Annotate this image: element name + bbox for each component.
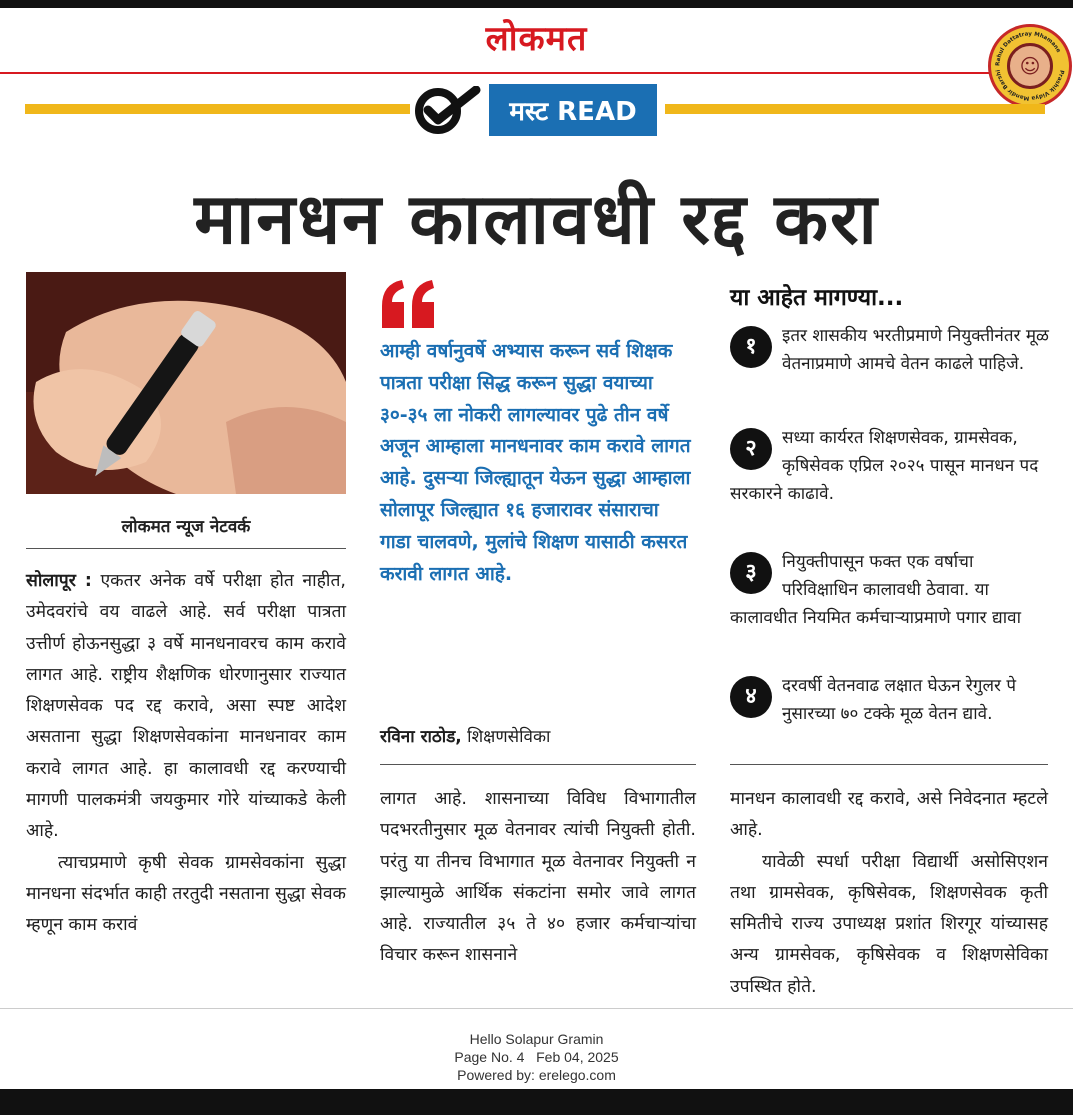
demand-item	[730, 424, 1050, 508]
article-headline: मानधन कालावधी रद्द करा	[194, 178, 879, 260]
byline: लोकमत न्यूज नेटवर्क	[121, 517, 251, 537]
article-column-3	[730, 784, 1048, 1003]
demands-title: या आहेत मागण्या...	[730, 285, 904, 311]
powered-by: Powered by: erelego.com	[457, 1067, 616, 1083]
avatar-face-icon: ☺	[1007, 43, 1053, 89]
column-rule	[26, 548, 346, 549]
column-rule	[380, 764, 696, 765]
masthead-rule	[0, 72, 990, 74]
svg-text:Rahul Dattatray Mhamane	[995, 31, 1061, 66]
article-paragraph: लागत आहे. शासनाच्या विविध विभागातील पदभरतीनुसार मूळ वेतनावर त्यांची नियुक्ती होती. परंतु या तीनच विभागात मूळ वेतनावर नियुक्ती न झाल्यामुळे आर्थिक संकटांना समोर जावे लागत आहे. राज्यातील ३५ ते ४० हजार कर्मचाऱ्यांचा विचार करून शासनाने	[380, 789, 696, 966]
demand-item	[730, 548, 1050, 632]
quote-attribution	[380, 724, 550, 747]
bottom-dark-bar	[0, 1089, 1073, 1115]
publish-date: Feb 04, 2025	[536, 1049, 619, 1065]
demand-number-badge: ४	[730, 676, 772, 718]
article-column-2	[380, 784, 696, 972]
avatar-ring-label-2: Prashik Vidya Mandir Barshi	[995, 69, 1065, 101]
article-paragraph: यावेळी स्पर्धा परीक्षा विद्यार्थी असोसिएशन तथा ग्रामसेवक, कृषिसेवक, शिक्षणसेवक कृती समितीचे राज्य उपाध्यक्ष प्रशांत शिरगूर यांच्यासह अन्य ग्रामसेवक, कृषिसेवक व शिक्षणसेविका उपस्थित होते.	[730, 851, 1048, 997]
demand-item	[730, 322, 1050, 378]
demand-text: सध्या कार्यरत शिक्षणसेवक, ग्रामसेवक, कृषिसेवक एप्रिल २०२५ पासून मानधन पद सरकारने काढावे.	[730, 428, 1039, 504]
article-paragraph	[26, 566, 346, 848]
gold-rule-right	[665, 104, 1045, 114]
top-dark-bar	[0, 0, 1073, 8]
gold-rule-left	[25, 104, 410, 114]
page-info	[0, 1048, 1073, 1066]
avatar-ring-text	[991, 27, 1069, 105]
footer-rule	[0, 1008, 1073, 1009]
page-number: Page No. 4	[454, 1049, 525, 1065]
demand-item	[730, 672, 1050, 728]
quote-author: रविना राठोड,	[380, 727, 462, 747]
page-footer	[0, 1030, 1073, 1084]
author-avatar	[988, 24, 1072, 108]
demand-text: इतर शासकीय भरतीप्रमाणे नियुक्तीनंतर मूळ वेतनाप्रमाणे आमचे वेतन काढले पाहिजे.	[782, 326, 1049, 374]
avatar-ring-label: Rahul Dattatray Mhamane	[995, 31, 1062, 67]
quote-mark-icon	[378, 278, 438, 330]
pen-writing-photo	[26, 272, 346, 494]
newspaper-masthead: लोकमत	[485, 19, 588, 59]
must-read-badge: मस्ट READ	[489, 84, 657, 136]
demand-text: दरवर्षी वेतनवाढ लक्षात घेऊन रेगुलर पे नुसारच्या ७० टक्के मूळ वेतन द्यावे.	[782, 676, 1016, 724]
demand-text: नियुक्तीपासून फक्त एक वर्षाचा परिविक्षाधिन कालावधी ठेवावा. या कालावधीत नियमित कर्मचाऱ्याप्रमाणे पगार द्यावा	[730, 552, 1021, 628]
quote-author-role: शिक्षणसेविका	[467, 727, 551, 747]
column-rule	[730, 764, 1048, 765]
edition-name: Hello Solapur Gramin	[469, 1031, 604, 1047]
pull-quote: आम्ही वर्षानुवर्षे अभ्यास करून सर्व शिक्षक पात्रता परीक्षा सिद्ध करून सुद्धा वयाच्या ३०-३५ ला नोकरी लागल्यावर पुढे तीन वर्षे अजून आम्हाला मानधनावर काम करावे लागत आहे. दुसऱ्या जिल्ह्यातून येऊन सुद्धा आम्हाला सोलापूर जिल्ह्यात १६ हजारावर संसाराचा गाडा चालवणे, मुलांचे शिक्षण यासाठी कसरत करावी लागत आहे.	[380, 340, 691, 585]
demand-number-badge: २	[730, 428, 772, 470]
demand-number-badge: १	[730, 326, 772, 368]
demand-number-badge: ३	[730, 552, 772, 594]
dateline: सोलापूर :	[26, 571, 92, 591]
checkmark-icon	[414, 86, 484, 136]
article-paragraph: त्याचप्रमाणे कृषी सेवक ग्रामसेवकांना सुद्धा मानधना संदर्भात काही तरतुदी नसताना सुद्धा सेवक म्हणून काम करावं	[26, 852, 346, 936]
article-paragraph: मानधन कालावधी रद्द करावे, असे निवेदनात म्हटले आहे.	[730, 789, 1048, 841]
paragraph-text: एकतर अनेक वर्षे परीक्षा होत नाहीत, उमेदवरांचे वय वाढले आहे. सर्व परीक्षा पात्रता उत्तीर्ण होऊनसुद्धा ३ वर्षे मानधनावरच काम करावे लागत आहे. राष्ट्रीय शैक्षणिक धोरणानुसार राज्यात शिक्षणसेवक पद रद्द करावे, असा स्पष्ट आदेश असताना सुद्धा शिक्षणसेवकांना मानधनावर काम करावे लागत आहे. हा कालावधी रद्द करण्याची मागणी पालकमंत्री जयकुमार गोरे यांच्याकडे केली आहे.	[26, 571, 346, 842]
svg-text:Prashik Vidya Mandir Barshi	[996, 69, 1065, 101]
article-column-1	[26, 566, 346, 942]
